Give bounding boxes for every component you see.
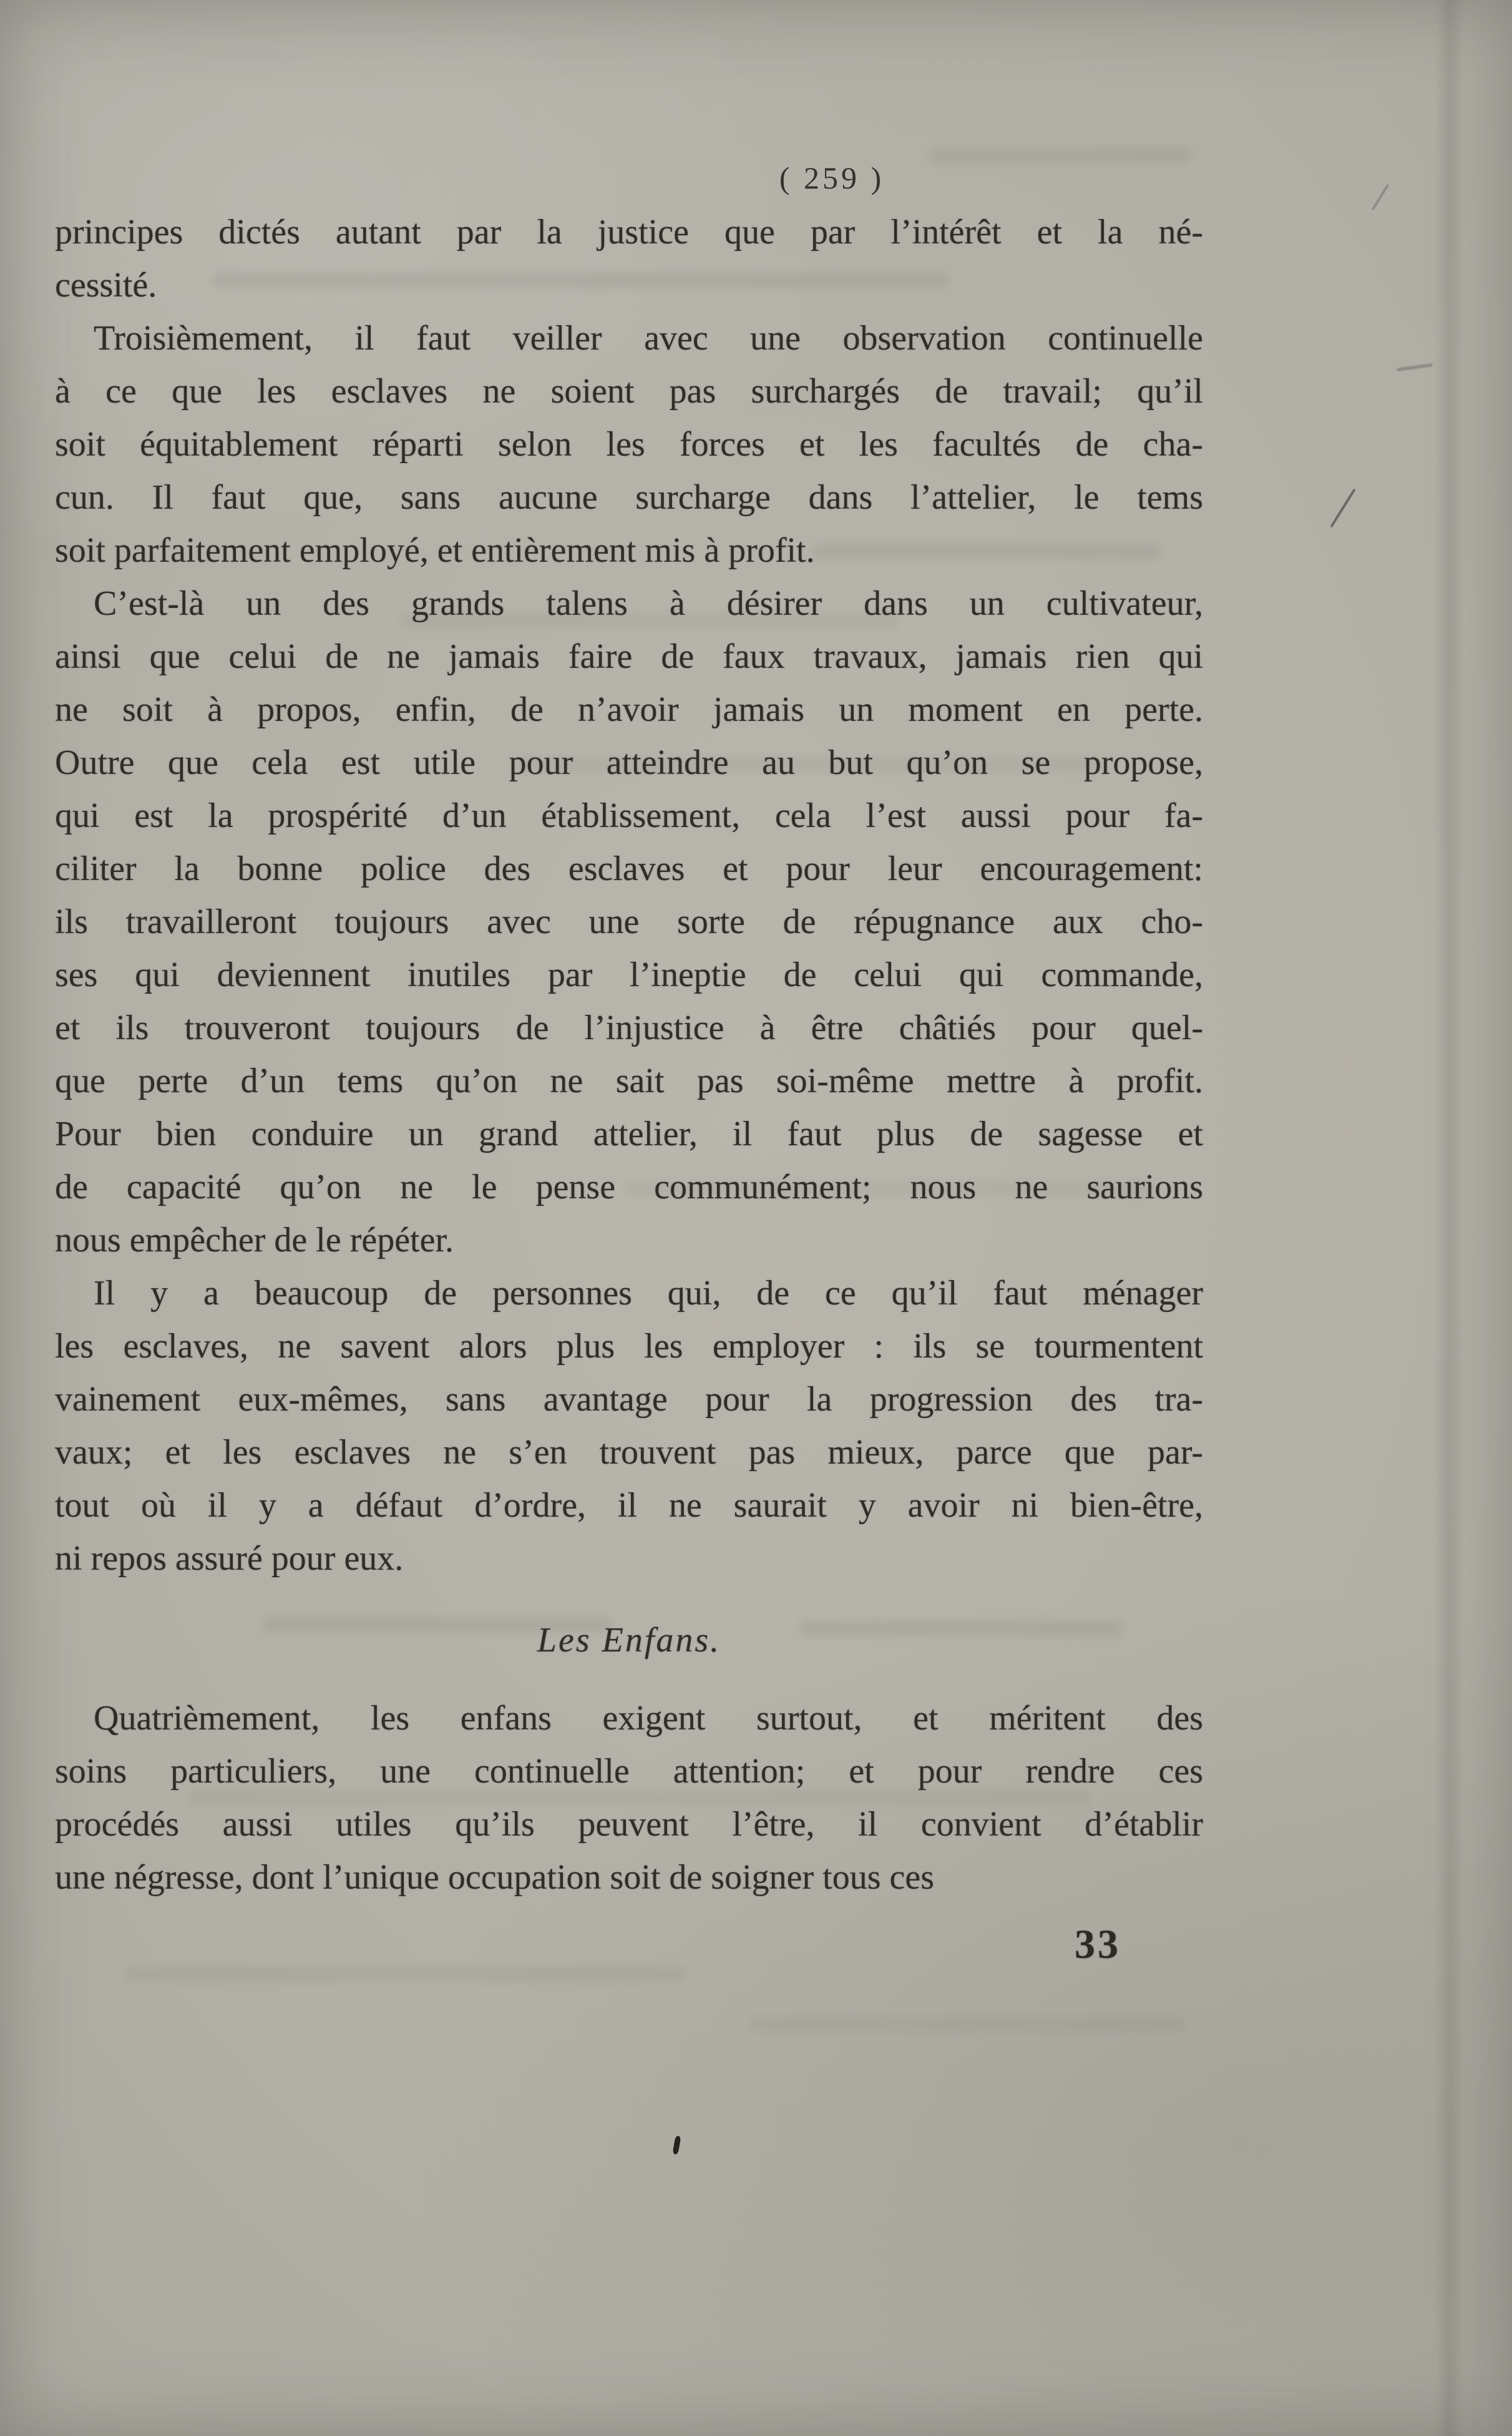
paragraph — [55, 577, 1203, 1267]
text-line: Il y a beaucoup de personnes qui, de ce qu’il faut ménager — [94, 1274, 1203, 1313]
text-line: soit équitablement réparti selon les forces et les facultés de cha- — [55, 425, 1203, 464]
text-line: Outre que cela est utile pour atteindre au but qu’on se propose, — [55, 743, 1203, 782]
bleed-through-mark — [749, 2016, 1186, 2032]
text-line: ciliter la bonne police des esclaves et pour leur encouragement: — [55, 849, 1203, 888]
section-heading: Les Enfans. — [537, 1621, 721, 1660]
paragraph — [55, 1692, 1203, 1904]
text-line: Pour bien conduire un grand attelier, il faut plus de sagesse et — [55, 1115, 1203, 1153]
paragraph — [55, 312, 1203, 577]
page-curl-shading — [1435, 0, 1464, 2436]
text-line: ils travailleront toujours avec une sorte de répugnance aux cho- — [55, 902, 1203, 941]
text-line: Troisièmement, il faut veiller avec une observation continuelle — [94, 319, 1203, 358]
text-line: ni repos assuré pour eux. — [55, 1539, 404, 1578]
text-line: les esclaves, ne savent alors plus les employer : ils se tourmentent — [55, 1327, 1203, 1366]
paragraph — [55, 1267, 1203, 1585]
text-line: vainement eux-mêmes, sans avantage pour la progression des tra- — [55, 1380, 1203, 1419]
text-line: à ce que les esclaves ne soient pas surchargés de travail; qu’il — [55, 372, 1203, 411]
text-line: C’est-là un des grands talens à désirer dans un cultivateur, — [94, 584, 1203, 623]
margin-dash-mark — [1397, 363, 1433, 371]
ink-mark — [672, 2135, 681, 2155]
bleed-through-mark — [930, 147, 1192, 164]
text-line: que perte d’un tems qu’on ne sait pas soi-même mettre à profit. — [55, 1062, 1203, 1100]
text-line: cun. Il faut que, sans aucune surcharge dans l’attelier, le tems — [55, 478, 1203, 517]
text-line: Quatrièmement, les enfans exigent surtout, et méritent des — [94, 1699, 1203, 1738]
text-line: nous empêcher de le répéter. — [55, 1221, 454, 1260]
text-line: ainsi que celui de ne jamais faire de faux travaux, jamais rien qui — [55, 637, 1203, 676]
text-line: soit parfaitement employé, et entièrement mis à profit. — [55, 531, 815, 570]
text-line: vaux; et les esclaves ne s’en trouvent pas mieux, parce que par- — [55, 1433, 1203, 1472]
bleed-through-mark — [125, 1966, 686, 1982]
body-text — [55, 206, 1203, 1904]
page-number-header: ( 259 ) — [779, 160, 885, 195]
text-line: ne soit à propos, enfin, de n’avoir jamais un moment en perte. — [55, 690, 1203, 729]
text-line: ses qui deviennent inutiles par l’ineptie de celui qui commande, — [55, 956, 1203, 994]
text-line: tout où il y a défaut d’ordre, il ne saurait y avoir ni bien-être, — [55, 1486, 1203, 1525]
paragraph — [55, 206, 1203, 312]
text-line: de capacité qu’on ne le pense communément; nous ne saurions — [55, 1168, 1203, 1206]
text-line: et ils trouveront toujours de l’injustice à être châtiés pour quel- — [55, 1009, 1203, 1047]
text-line: procédés aussi utiles qu’ils peuvent l’être, il convient d’établir — [55, 1805, 1203, 1844]
text-line: une négresse, dont l’unique occupation soit de soigner tous ces — [55, 1858, 934, 1897]
margin-scratch-mark — [1372, 184, 1390, 211]
text-line: soins particuliers, une continuelle attention; et pour rendre ces — [55, 1752, 1203, 1791]
margin-scratch-mark — [1330, 488, 1356, 527]
text-line: qui est la prospérité d’un établissement, cela l’est aussi pour fa- — [55, 796, 1203, 835]
signature-number: 33 — [1075, 1922, 1121, 1967]
text-line: principes dictés autant par la justice que par l’intérêt et la né- — [55, 213, 1203, 252]
text-line: cessité. — [55, 266, 157, 305]
